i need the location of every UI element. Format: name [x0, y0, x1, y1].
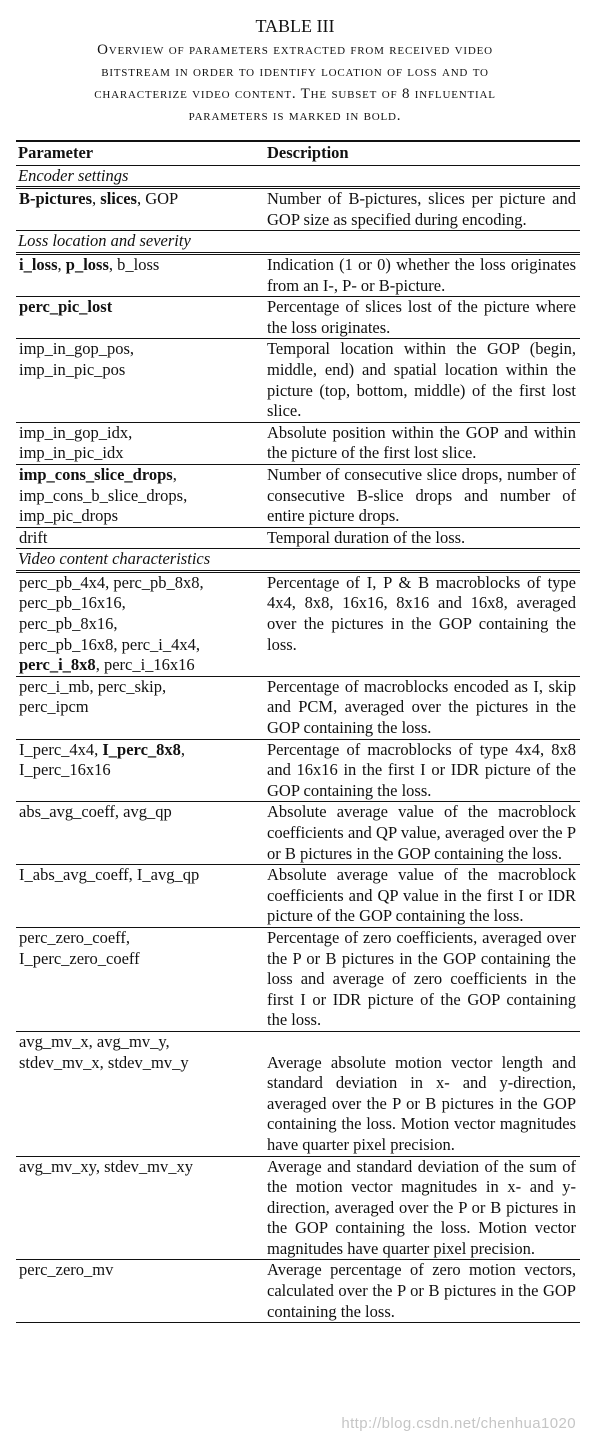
param-line — [19, 486, 263, 507]
param-text: perc_pb_16x16, — [19, 593, 126, 613]
param-text: perc_ipcm — [19, 697, 89, 717]
table-caption — [0, 0, 590, 126]
param-cell — [16, 571, 265, 676]
table-row — [16, 188, 580, 231]
table-row — [16, 253, 580, 296]
desc-cell: Average and standard deviation of the sum of the motion vector magnitudes in x- and y-direction, averaged over the P or B pictures in the GOP containing the loss. Motion vector magnitudes have quarter pixel precision. — [265, 1156, 580, 1260]
param-text: abs_avg_coeff, avg_qp — [19, 802, 172, 822]
param-cell — [16, 739, 265, 802]
param-line — [19, 802, 263, 823]
desc-cell: Percentage of slices lost of the picture where the loss originates. — [265, 297, 580, 339]
param-line — [19, 255, 263, 276]
param-cell — [16, 1031, 265, 1156]
desc-cell: Number of consecutive slice drops, number of consecutive B-slice drops and number of entire picture drops. — [265, 464, 580, 527]
param-text: , — [57, 254, 66, 274]
watermark: http://blog.csdn.net/chenhua1020 — [341, 1415, 576, 1432]
param-text: , — [180, 739, 186, 759]
param-cell — [16, 253, 265, 296]
param-line — [19, 740, 263, 761]
param-name-bold: perc_pic_lost — [19, 297, 113, 317]
param-line — [19, 465, 263, 486]
param-line — [19, 1032, 263, 1053]
param-line — [19, 677, 263, 698]
section-row — [16, 231, 580, 254]
param-text: perc_zero_mv — [19, 1260, 114, 1280]
param-line — [19, 635, 263, 656]
param-line — [19, 1157, 263, 1178]
caption-line: characterize video content. The subset of 8 influential — [94, 86, 496, 102]
param-line — [19, 1260, 263, 1281]
param-cell — [16, 464, 265, 527]
param-cell — [16, 422, 265, 464]
param-name-bold: i_loss — [19, 254, 58, 274]
table-row — [16, 422, 580, 464]
desc-cell: Absolute position within the GOP and within the picture of the first lost slice. — [265, 422, 580, 464]
table-row — [16, 1156, 580, 1260]
param-line — [19, 573, 263, 594]
desc-cell: Number of B-pictures, slices per picture and GOP size as specified during encoding. — [265, 188, 580, 231]
section-title: Loss location and severity — [16, 231, 580, 254]
section-title: Encoder settings — [16, 165, 580, 188]
caption-line: bitstream in order to identify location of loss and to — [101, 64, 489, 80]
param-cell — [16, 927, 265, 1031]
param-text: imp_cons_b_slice_drops, — [19, 485, 188, 505]
table-number: TABLE III — [255, 16, 335, 36]
param-line — [19, 506, 263, 527]
param-text: imp_pic_drops — [19, 506, 118, 526]
param-text: , perc_i_16x16 — [95, 655, 195, 675]
param-text: , — [172, 464, 177, 484]
param-name-bold: slices — [100, 189, 137, 209]
desc-cell — [265, 1031, 580, 1156]
param-line — [19, 928, 263, 949]
param-name-bold: perc_i_8x8 — [19, 655, 96, 675]
desc-cell: Absolute average value of the macroblock coefficients and QP value in the first I or IDR picture of the GOP containing the loss. — [265, 865, 580, 928]
desc-cell: Absolute average value of the macroblock coefficients and QP value, averaged over the P or B pictures in the GOP containing the loss. — [265, 802, 580, 865]
desc-cell: Percentage of macroblocks of type 4x4, 8x8 and 16x16 in the first I or IDR picture of the GOP containing the loss. — [265, 739, 580, 802]
param-text: avg_mv_xy, stdev_mv_xy — [19, 1156, 193, 1176]
param-line — [19, 423, 263, 444]
param-text: , b_loss — [108, 254, 160, 274]
caption-line: Overview of parameters extracted from received video — [97, 42, 493, 58]
table-row — [16, 739, 580, 802]
table-row — [16, 339, 580, 422]
param-text: perc_pb_8x16, — [19, 614, 118, 634]
param-name-bold: B-pictures — [19, 189, 93, 209]
param-text: I_perc_4x4, — [19, 739, 103, 759]
caption-line: parameters is marked in bold. — [188, 108, 402, 124]
header-description: Description — [265, 141, 580, 165]
param-text: , GOP — [136, 189, 179, 209]
param-line — [19, 189, 263, 210]
table-row — [16, 527, 580, 549]
header-parameter: Parameter — [16, 141, 265, 165]
desc-text: Average absolute motion vector length and standard deviation in x- and y-direction, averaged over the P or B pictures in the GOP containing the loss. Motion vector magnitudes have quarter pixel precision. — [267, 1052, 576, 1154]
param-line — [19, 360, 263, 381]
desc-cell: Indication (1 or 0) whether the loss originates from an I-, P- or B-picture. — [265, 253, 580, 296]
param-cell — [16, 802, 265, 865]
param-line — [19, 760, 263, 781]
table-row — [16, 1031, 580, 1156]
param-line — [19, 297, 263, 318]
param-name-bold: imp_cons_slice_drops — [19, 464, 173, 484]
param-text: perc_pb_16x8, perc_i_4x4, — [19, 634, 200, 654]
table-row — [16, 571, 580, 676]
table-row — [16, 865, 580, 928]
param-line — [19, 1053, 263, 1074]
param-text: perc_zero_coeff, — [19, 927, 130, 947]
param-cell — [16, 676, 265, 739]
desc-cell: Temporal location within the GOP (begin, middle, end) and spatial location within the picture (top, bottom, middle) of the first lost slice. — [265, 339, 580, 422]
table-row — [16, 297, 580, 339]
parameter-table — [16, 140, 580, 1323]
table-row — [16, 464, 580, 527]
section-row — [16, 549, 580, 572]
desc-cell: Percentage of I, P & B macroblocks of type 4x4, 8x8, 16x16, 8x16 and 16x8, averaged over the pictures in the GOP containing the loss. — [265, 571, 580, 676]
table-row — [16, 676, 580, 739]
param-line — [19, 593, 263, 614]
param-text: , — [92, 189, 101, 209]
param-text: I_perc_zero_coeff — [19, 948, 140, 968]
param-text: imp_in_gop_idx, — [19, 422, 133, 442]
section-title: Video content characteristics — [16, 549, 580, 572]
table-row — [16, 1260, 580, 1323]
param-text: I_abs_avg_coeff, I_avg_qp — [19, 865, 200, 885]
param-line — [19, 614, 263, 635]
section-row — [16, 165, 580, 188]
param-line — [19, 697, 263, 718]
param-text: drift — [19, 527, 48, 547]
table-row — [16, 927, 580, 1031]
param-cell — [16, 297, 265, 339]
param-cell — [16, 1260, 265, 1323]
param-text: avg_mv_x, avg_mv_y, — [19, 1031, 170, 1051]
desc-cell: Temporal duration of the loss. — [265, 527, 580, 549]
param-text: perc_i_mb, perc_skip, — [19, 676, 167, 696]
param-text: imp_in_gop_pos, — [19, 339, 135, 359]
param-cell — [16, 527, 265, 549]
desc-cell: Percentage of macroblocks encoded as I, skip and PCM, averaged over the pictures in the GOP containing the loss. — [265, 676, 580, 739]
param-cell — [16, 1156, 265, 1260]
param-cell — [16, 865, 265, 928]
param-name-bold: p_loss — [65, 254, 109, 274]
param-cell — [16, 339, 265, 422]
param-line — [19, 949, 263, 970]
header-row — [16, 141, 580, 165]
param-line — [19, 865, 263, 886]
param-text: imp_in_pic_pos — [19, 359, 126, 379]
param-cell — [16, 188, 265, 231]
param-line — [19, 528, 263, 549]
desc-cell: Average percentage of zero motion vectors, calculated over the P or B pictures in the GOP containing the loss. — [265, 1260, 580, 1323]
param-name-bold: I_perc_8x8 — [102, 739, 181, 759]
param-text: perc_pb_4x4, perc_pb_8x8, — [19, 572, 204, 592]
param-line — [19, 339, 263, 360]
desc-cell: Percentage of zero coefficients, averaged over the P or B pictures in the GOP containing the loss and average of zero coefficients in the first I or IDR picture of the GOP containing the loss. — [265, 927, 580, 1031]
param-text: stdev_mv_x, stdev_mv_y — [19, 1052, 189, 1072]
param-line — [19, 443, 263, 464]
param-text: imp_in_pic_idx — [19, 443, 124, 463]
param-line — [19, 655, 263, 676]
table-row — [16, 802, 580, 865]
param-text: I_perc_16x16 — [19, 760, 111, 780]
